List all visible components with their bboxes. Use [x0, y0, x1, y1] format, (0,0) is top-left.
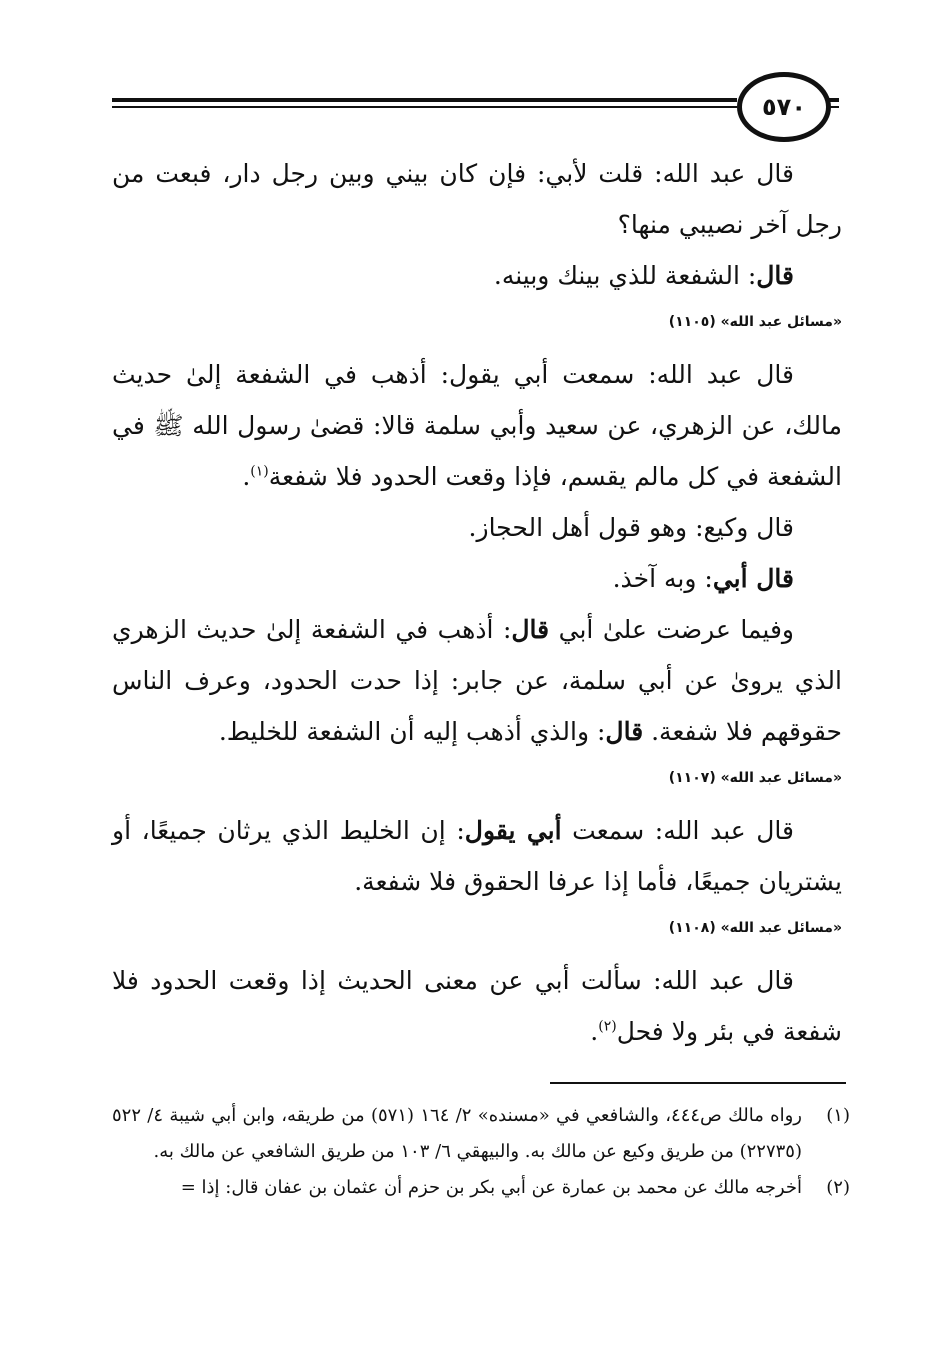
header-rule	[112, 98, 737, 102]
source-reference: «مسائل عبد الله» (١١٠٨)	[668, 920, 842, 936]
header-rule-thin	[112, 106, 737, 108]
footnote-text: أخرجه مالك عن محمد بن عمارة عن أبي بكر بن حزم أن عثمان بن عفان قال: إذا =	[180, 1177, 802, 1198]
footnote-item	[112, 1098, 850, 1170]
paragraph-text: قال عبد الله: سألت أبي عن معنى الحديث إذا وقعت الحدود فلا شفعة في بئر ولا فحل	[112, 966, 842, 1046]
paragraph-1: قال عبد الله: قلت لأبي: فإن كان بيني وبين رجل دار، فبعت من رجل آخر نصيبي منها؟	[112, 159, 842, 239]
page-header	[112, 70, 842, 140]
footnote-number: (١)	[826, 1105, 850, 1126]
paragraph-7	[112, 805, 842, 907]
paragraph-text: : أذهب في الشفعة إلىٰ حديث الزهري الذي يروىٰ عن أبي سلمة، عن جابر: إذا حدت الحدود، وعرف الناس حقوقهم فلا شفعة.	[112, 615, 842, 746]
speaker-label: أبي يقول	[464, 816, 562, 845]
footnote-text: رواه مالك ص٤٤٤، والشافعي في «مسنده» ٢/ ١٦٤ (٥٧١) من طريقه، وابن أبي شيبة ٤/ ٥٢٢ (٢٢٧٣٥) من طريق وكيع عن مالك به. والبيهقي ٦/ ١٠٣ من طريق الشافعي عن مالك به.	[112, 1105, 802, 1162]
source-reference: «مسائل عبد الله» (١١٠٧)	[668, 770, 842, 786]
paragraph-text: : الشفعة للذي بينك وبينه.	[493, 261, 757, 290]
paragraph-text: قال عبد الله: سمعت أبي يقول: أذهب في الشفعة إلىٰ حديث مالك، عن الزهري، عن سعيد وأبي سلمة قالا: قضىٰ رسول الله ﷺ في الشفعة في كل مالم يقسم، فإذا وقعت الحدود فلا شفعة	[112, 360, 842, 491]
paragraph-text: قال عبد الله: سمعت	[561, 816, 794, 845]
footnote-divider	[550, 1082, 846, 1084]
paragraph-3	[112, 349, 842, 502]
footnote-item	[112, 1170, 850, 1206]
speaker-label: قال	[511, 615, 550, 644]
footnote-marker: (١)	[250, 463, 269, 480]
paragraph-text: وفيما عرضت علىٰ أبي	[549, 615, 794, 644]
paragraph-end: .	[242, 462, 251, 491]
speaker-label: قال	[605, 717, 644, 746]
paragraph-6	[112, 604, 842, 757]
page-number-text: ٥٧٠	[762, 93, 806, 121]
paragraph-text: : والذي أذهب إليه أن الشفعة للخليط.	[218, 717, 606, 746]
footnotes	[112, 1098, 850, 1206]
paragraph-2	[112, 250, 842, 301]
paragraph-text: : وبه آخذ.	[612, 564, 713, 593]
paragraph-8	[112, 955, 842, 1057]
source-reference: «مسائل عبد الله» (١١٠٥)	[668, 314, 842, 330]
footnote-number: (٢)	[826, 1177, 850, 1198]
speaker-label: قال أبي	[712, 564, 794, 593]
speaker-label: قال	[756, 261, 794, 290]
footnote-marker: (٢)	[598, 1018, 617, 1035]
page-number	[737, 72, 831, 142]
main-text	[112, 148, 842, 1057]
paragraph-5	[112, 553, 842, 604]
paragraph-text: : إن الخليط الذي يرثان جميعًا، أو يشتريان جميعًا، فأما إذا عرفا الحقوق فلا شفعة.	[112, 816, 842, 896]
paragraph-end: .	[590, 1017, 599, 1046]
paragraph-4: قال وكيع: وهو قول أهل الحجاز.	[468, 513, 794, 542]
